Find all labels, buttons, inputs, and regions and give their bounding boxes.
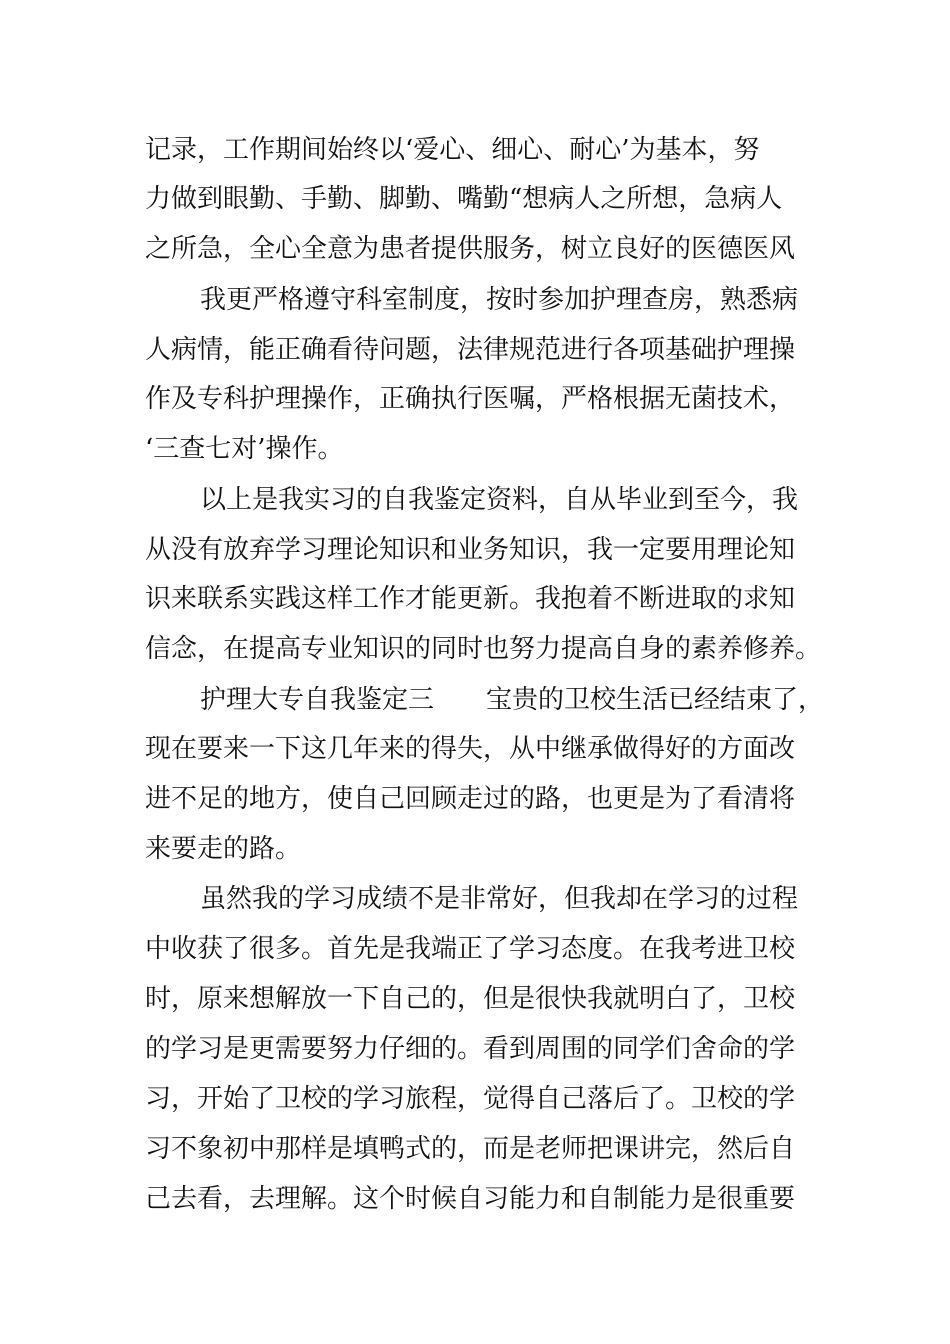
text-line: 时，原来想解放一下自己的，但是很快我就明白了，卫校: [145, 984, 796, 1014]
text-line: 作及专科护理操作，正确执行医嘱，严格根据无菌技术，: [145, 384, 796, 414]
text-line: 以上是我实习的自我鉴定资料，自从毕业到至今，我: [200, 485, 799, 515]
text-line: 护理大专自我鉴定三 宝贵的卫校生活已经结束了，: [200, 685, 825, 715]
text-line: 习，开始了卫校的学习旅程，觉得自己落后了。卫校的学: [145, 1084, 796, 1114]
text-line: 力做到眼勤、手勤、脚勤、嘴勤“想病人之所想，急病人: [145, 184, 783, 214]
text-line: 进不足的地方，使自己回顾走过的路，也更是为了看清将: [145, 784, 796, 814]
text-line: 之所急，全心全意为患者提供服务，树立良好的医德医风: [145, 234, 796, 264]
text-line: 识来联系实践这样工作才能更新。我抱着不断进取的求知: [145, 584, 796, 614]
text-line: 中收获了很多。首先是我端正了学习态度。在我考进卫校: [145, 934, 796, 964]
text-line: 虽然我的学习成绩不是非常好，但我却在学习的过程: [200, 884, 799, 914]
text-line: 现在要来一下这几年来的得失，从中继承做得好的方面改: [145, 734, 796, 764]
text-line: 来要走的路。: [145, 834, 302, 864]
text-line: 的学习是更需要努力仔细的。看到周围的同学们舍命的学: [145, 1034, 796, 1064]
text-line: 信念，在提高专业知识的同时也努力提高自身的素养修养。: [145, 634, 822, 664]
text-line: 己去看，去理解。这个时候自习能力和自制能力是很重要: [145, 1184, 796, 1214]
text-line: 记录，工作期间始终以‘爱心、细心、耐心’为基本，努: [145, 135, 760, 165]
text-line: 习不象初中那样是填鸭式的，而是老师把课讲完，然后自: [145, 1134, 796, 1164]
text-line: 我更严格遵守科室制度，按时参加护理查房，熟悉病: [200, 285, 799, 315]
text-line: ‘三查七对’操作。: [145, 434, 344, 464]
text-line: 从没有放弃学习理论知识和业务知识，我一定要用理论知: [145, 535, 796, 565]
text-line: 人病情，能正确看待问题，法律规范进行各项基础护理操: [145, 335, 796, 365]
